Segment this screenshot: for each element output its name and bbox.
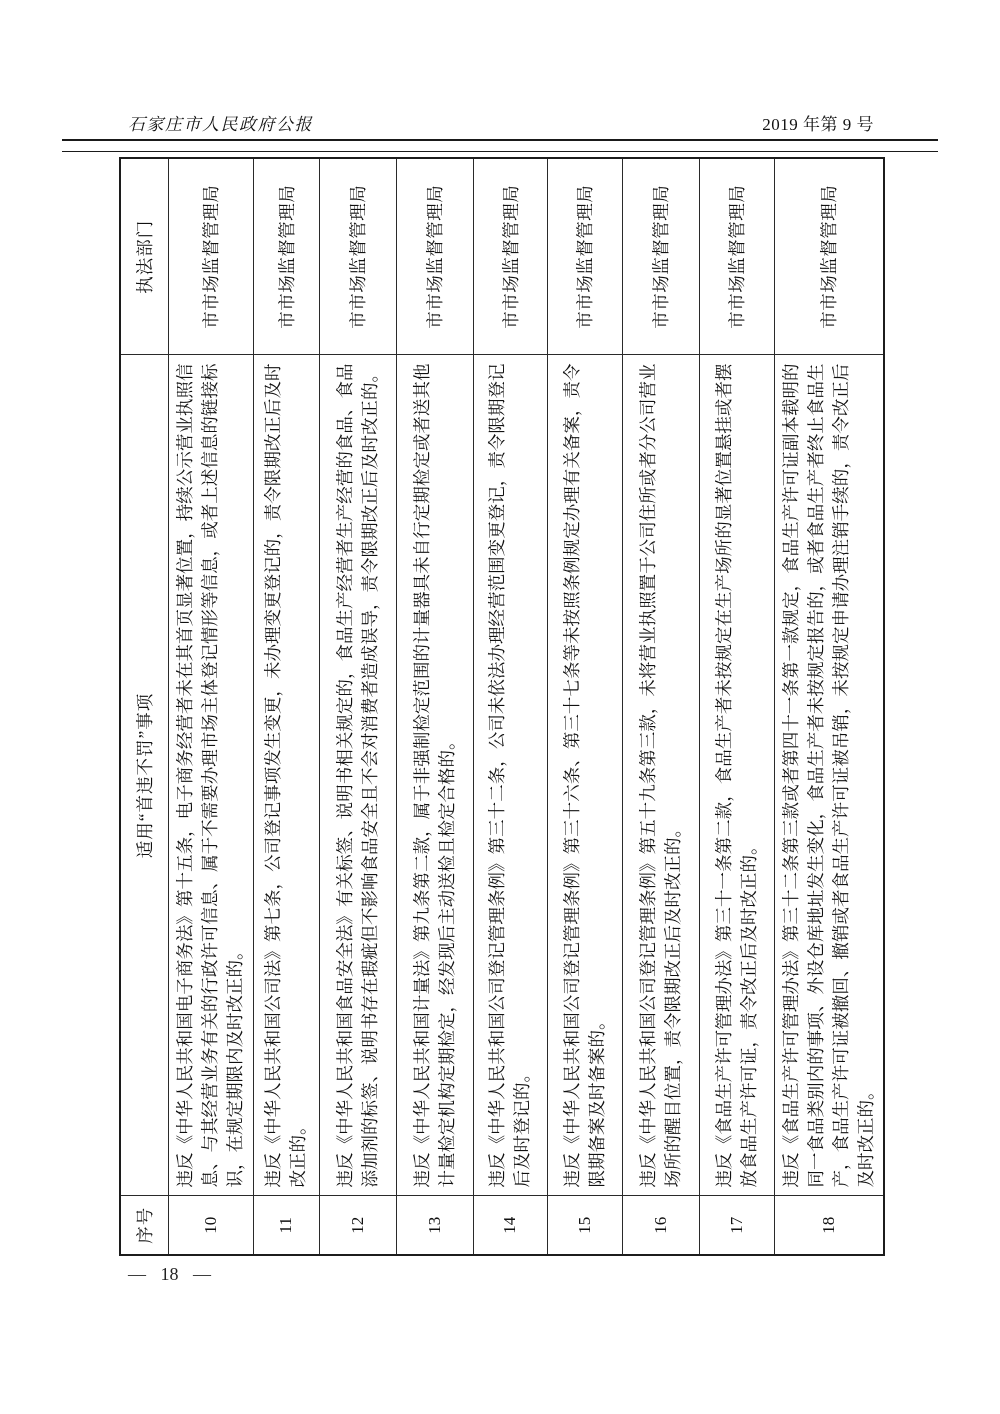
table-row [547,158,622,1255]
masthead-rule-thick [62,139,938,141]
first-violation-no-penalty-table [119,157,885,1256]
row-item: 违反《中华人民共和国公司法》第七条，公司登记事项发生变更，未办理变更登记的，责令限期改正后及时改正的。 [253,355,319,1196]
row-seq: 16 [622,1196,699,1255]
row-seq: 18 [774,1196,884,1255]
table-row [774,158,884,1255]
row-item: 违反《中华人民共和国电子商务法》第十五条，电子商务经营者未在其首页显著位置，持续公示营业执照信息、与其经营业务有关的行政许可信息、属于不需要办理市场主体登记情形等信息，或者上述信息的链接标识，在规定期限内及时改正的。 [168,355,253,1196]
row-seq: 17 [699,1196,774,1255]
header-seq: 序号 [120,1196,168,1255]
issue-number: 2019 年第 9 号 [762,115,874,134]
rotated-table-area [119,159,881,1256]
row-dept: 市市场监督管理局 [774,158,884,355]
row-seq: 10 [168,1196,253,1255]
table-row [319,158,396,1255]
row-item: 违反《中华人民共和国公司登记管理条例》第三十二条，公司未依法办理经营范围变更登记，责令限期登记后及时登记的。 [473,355,547,1196]
row-seq: 12 [319,1196,396,1255]
table-row [253,158,319,1255]
row-item: 违反《中华人民共和国食品安全法》有关标签、说明书相关规定的，食品生产经营者生产经营的食品、食品添加剂的标签、说明书存在瑕疵但不影响食品安全且不会对消费者造成误导，责令限期改正后及时改正的。 [319,355,396,1196]
table-row [396,158,473,1255]
row-item: 违反《食品生产许可管理办法》第三十一条第二款，食品生产者未按规定在生产场所的显著位置悬挂或者摆放食品生产许可证，责令改正后及时改正的。 [699,355,774,1196]
row-seq: 15 [547,1196,622,1255]
masthead-rule-thin [62,151,938,152]
header-dept: 执法部门 [120,158,168,355]
row-item: 违反《中华人民共和国计量法》第九条第二款，属于非强制检定范围的计量器具未自行定期检定或者送其他计量检定机构定期检定，经发现后主动送检且检定合格的。 [396,355,473,1196]
gazette-title: 石家庄市人民政府公报 [128,115,313,134]
row-dept: 市市场监督管理局 [547,158,622,355]
row-seq: 14 [473,1196,547,1255]
row-dept: 市市场监督管理局 [319,158,396,355]
row-item: 违反《中华人民共和国公司登记管理条例》第五十九条第三款，未将营业执照置于公司住所或者分公司营业场所的醒目位置，责令限期改正后及时改正的。 [622,355,699,1196]
row-item: 违反《中华人民共和国公司登记管理条例》第三十六条、第三十七条等未按照条例规定办理有关备案，责令限期备案及时备案的。 [547,355,622,1196]
table-row [473,158,547,1255]
row-dept: 市市场监督管理局 [699,158,774,355]
row-dept: 市市场监督管理局 [396,158,473,355]
header-item: 适用“首违不罚”事项 [120,355,168,1196]
rotated-table-wrapper [119,159,881,1256]
table-row [622,158,699,1255]
row-seq: 11 [253,1196,319,1255]
page-number: — 18 — [128,1264,211,1284]
row-dept: 市市场监督管理局 [473,158,547,355]
table-header-row [120,158,168,1255]
row-dept: 市市场监督管理局 [168,158,253,355]
row-seq: 13 [396,1196,473,1255]
row-dept: 市市场监督管理局 [622,158,699,355]
table-row [168,158,253,1255]
row-item: 违反《食品生产许可管理办法》第三十二条第三款或者第四十一条第一款规定，食品生产许可证副本载明的同一食品类别内的事项、外设仓库地址发生变化，食品生产者未按规定报告的，或者食品生产者终止食品生产，食品生产许可证被撤回、撤销或者食品生产许可证被吊销，未按规定申请办理注销手续的，责令改正后及时改正的。 [774,355,884,1196]
masthead [128,110,874,135]
row-dept: 市市场监督管理局 [253,158,319,355]
table-row [699,158,774,1255]
